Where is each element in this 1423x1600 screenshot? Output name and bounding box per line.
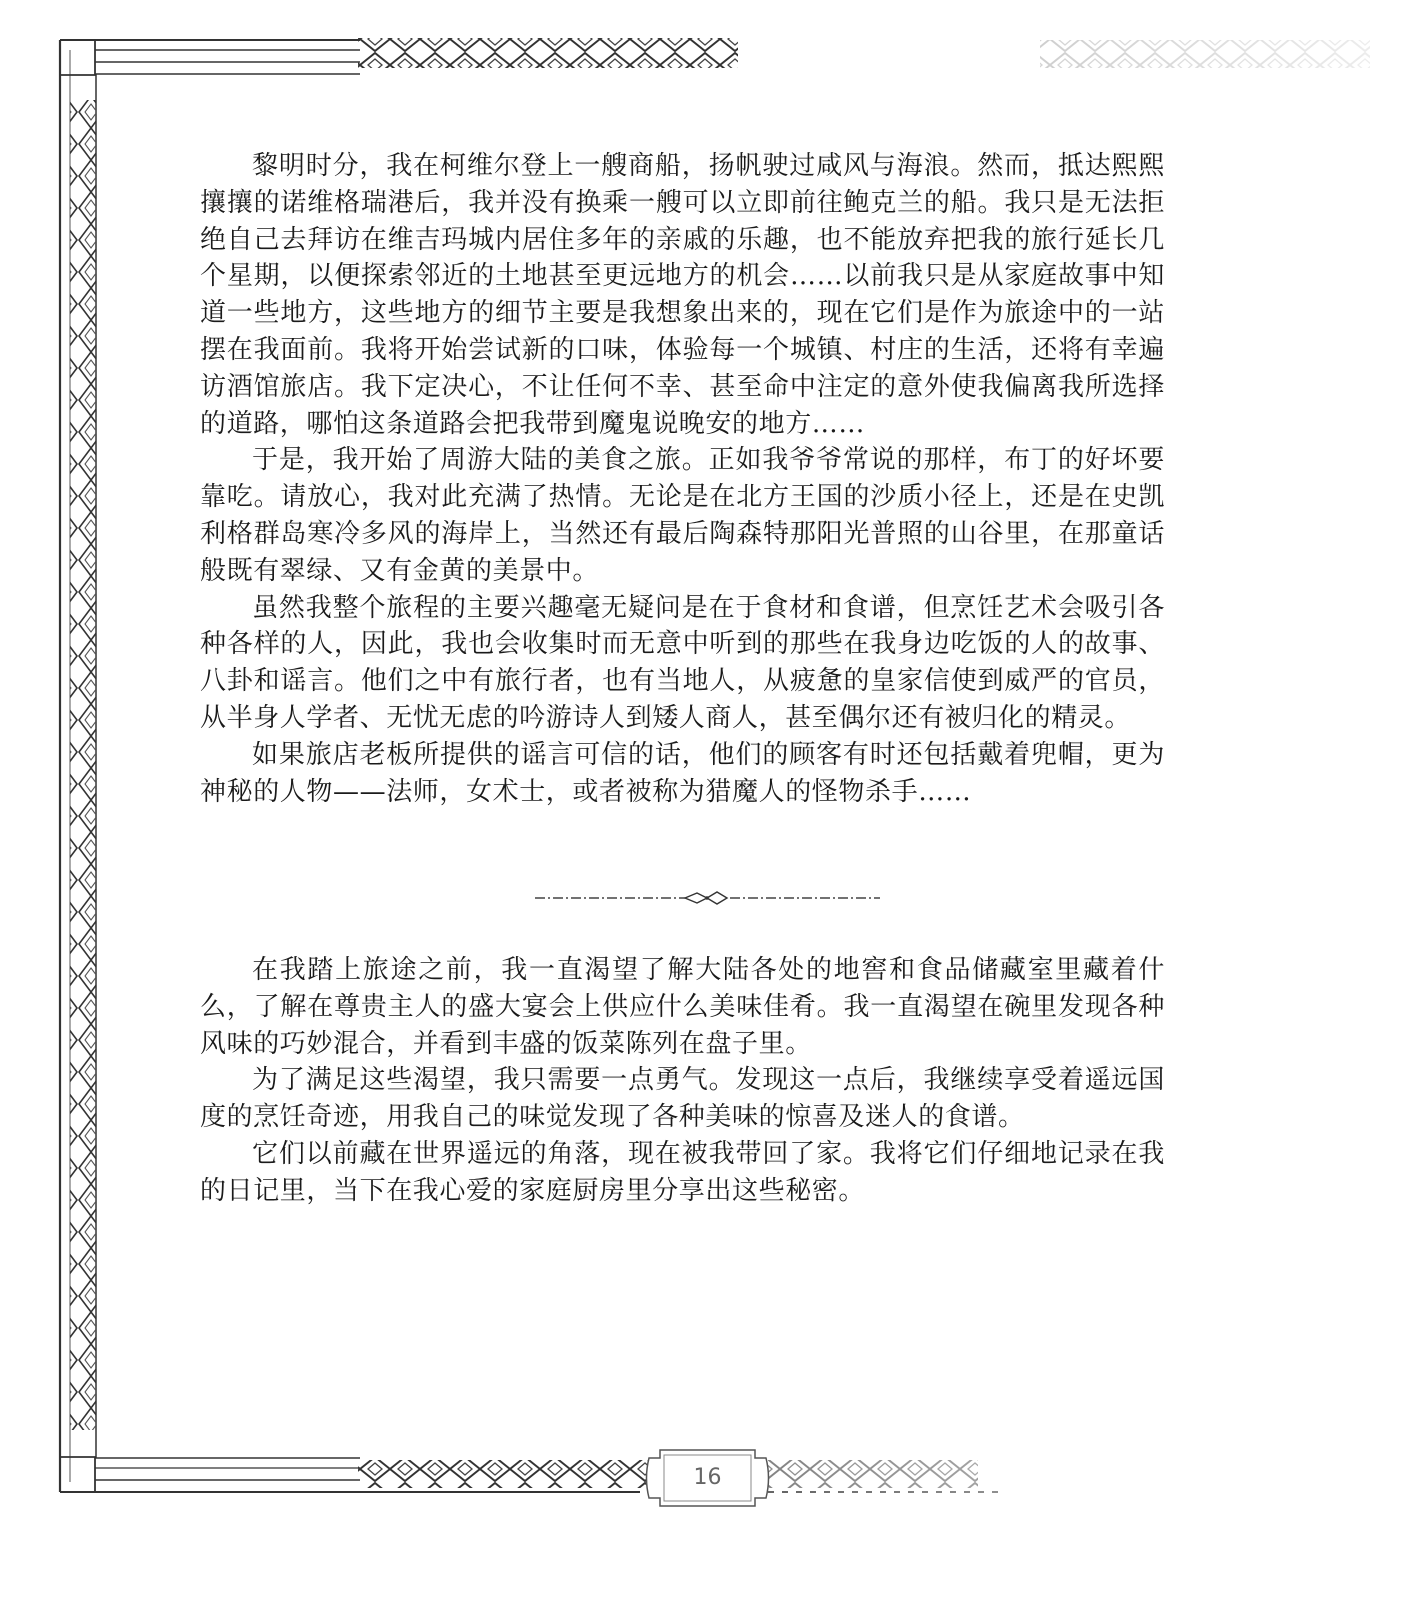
paragraph: 于是，我开始了周游大陆的美食之旅。正如我爷爷常说的那样，布丁的好坏要靠吃。请放心，我对此充满了热情。无论是在北方王国的沙质小径上，还是在史凯利格群岛寒冷多风的海岸上，当然还有最后陶森特那阳光普照的山谷里，在那童话般既有翠绿、又有金黄的美景中。 [200,445,1165,586]
ornamental-divider [535,888,880,908]
page-number: 16 [693,1465,722,1490]
paragraph: 为了满足这些渴望，我只需要一点勇气。发现这一点后，我继续享受着遥远国度的烹饪奇迹，用我自己的味觉发现了各种美味的惊喜及迷人的食谱。 [200,1065,1165,1133]
body-section-one [200,148,1165,810]
paragraph: 虽然我整个旅程的主要兴趣毫无疑问是在于食材和食谱，但烹饪艺术会吸引各种各样的人，因此，我也会收集时而无意中听到的那些在我身边吃饭的人的故事、八卦和谣言。他们之中有旅行者，也有当地人，从疲惫的皇家信使到威严的官员，从半身人学者、无忧无虑的吟游诗人到矮人商人，甚至偶尔还有被归化的精灵。 [200,592,1165,733]
paragraph: 黎明时分，我在柯维尔登上一艘商船，扬帆驶过咸风与海浪。然而，抵达熙熙攘攘的诺维格瑞港后，我并没有换乘一艘可以立即前往鲍克兰的船。我只是无法拒绝自己去拜访在维吉玛城内居住多年的亲戚的乐趣，也不能放弃把我的旅行延长几个星期，以便探索邻近的土地甚至更远地方的机会……以前我只是从家庭故事中知道一些地方，这些地方的细节主要是我想象出来的，现在它们是作为旅途中的一站摆在我面前。我将开始尝试新的口味，体验每一个城镇、村庄的生活，还将有幸遍访酒馆旅店。我下定决心，不让任何不幸、甚至命中注定的意外使我偏离我所选择的道路，哪怕这条道路会把我带到魔鬼说晚安的地方…… [200,151,1165,439]
paragraph: 如果旅店老板所提供的谣言可信的话，他们的顾客有时还包括戴着兜帽，更为神秘的人物——法师，女术士，或者被称为猎魔人的怪物杀手…… [200,739,1165,807]
paragraph: 它们以前藏在世界遥远的角落，现在被我带回了家。我将它们仔细地记录在我的日记里，当下在我心爱的家庭厨房里分享出这些秘密。 [200,1138,1165,1206]
paragraph: 在我踏上旅途之前，我一直渴望了解大陆各处的地窖和食品储藏室里藏着什么，了解在尊贵主人的盛大宴会上供应什么美味佳肴。我一直渴望在碗里发现各种风味的巧妙混合，并看到丰盛的饭菜陈列在盘子里。 [200,955,1165,1059]
body-section-two [200,952,1165,1210]
